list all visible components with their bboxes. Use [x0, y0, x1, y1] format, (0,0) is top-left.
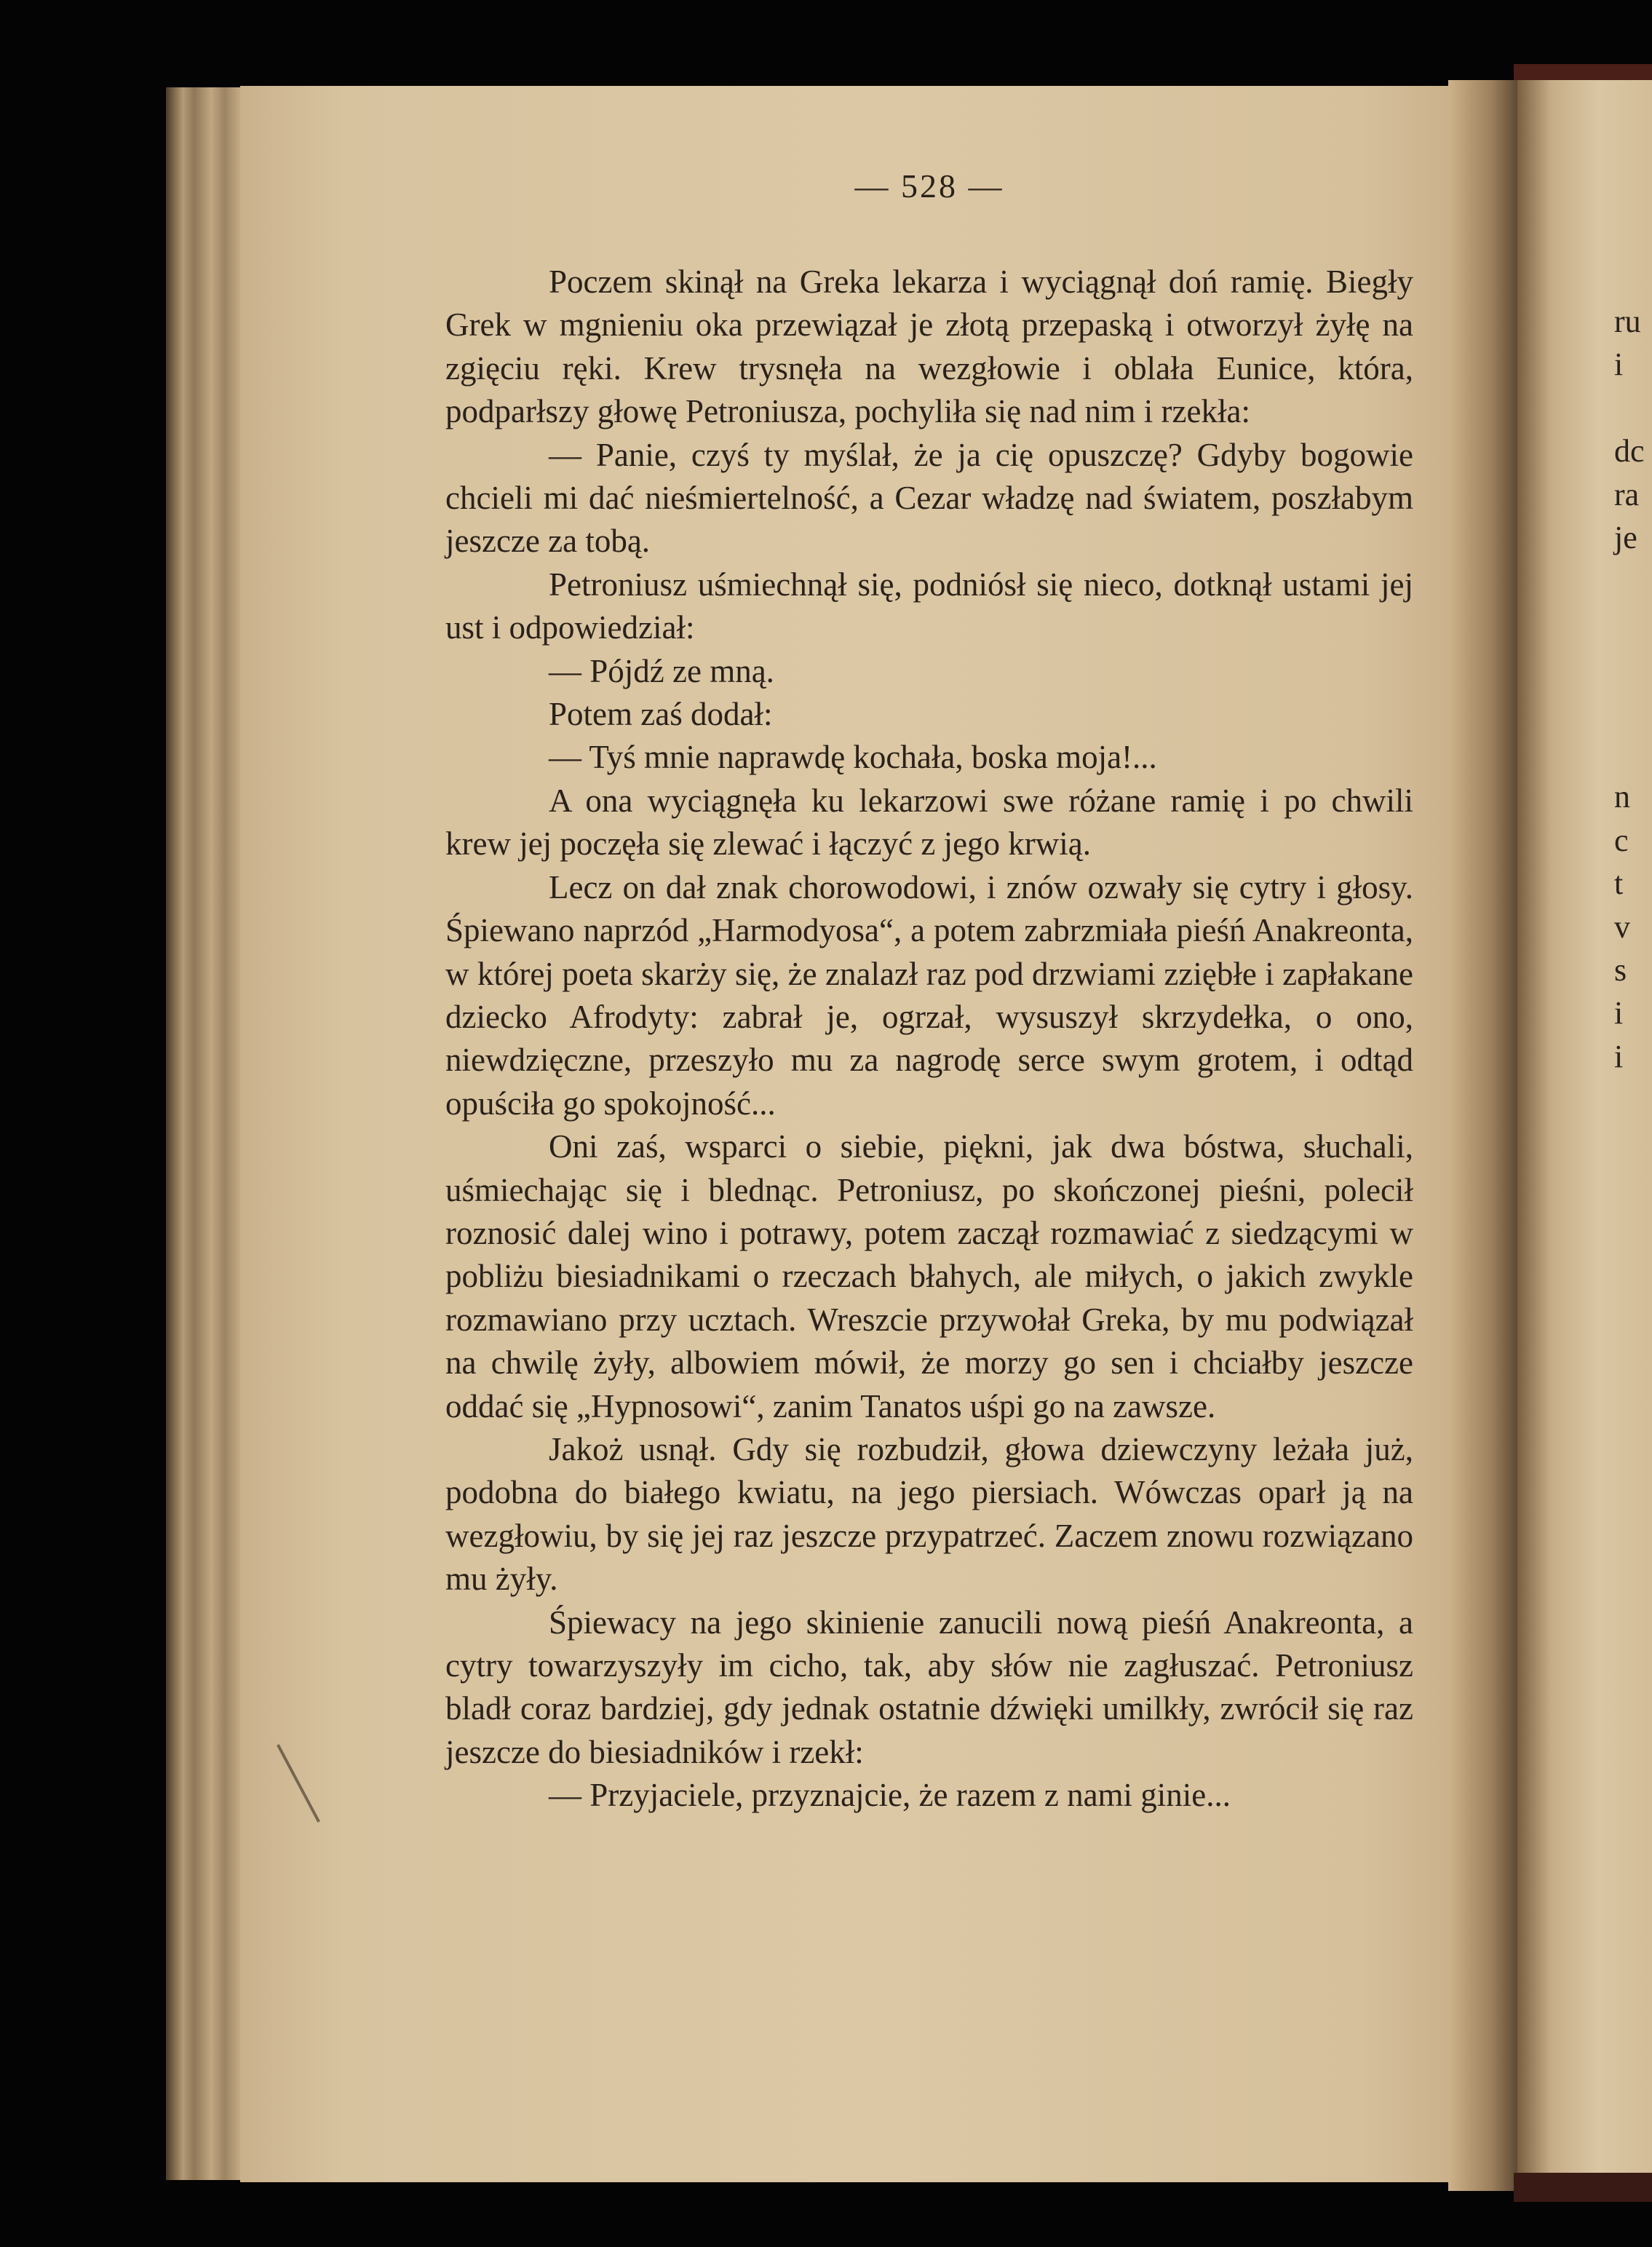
paragraph: Lecz on dał znak chorowodowi, i znów ozwały się cytry i głosy. Śpiewano naprzód „Harmodyosa“, a potem zabrzmiała pieśń Anakreonta, w której poeta skarży się, że znalazł raz pod drzwiami zziębłe i zapłakane dziecko Afrodyty: zabrał je, ogrzał, wysuszył skrzydełka, o ono, niewdzięczne, przeszyło mu za nagrodę serce swym grotem, i odtąd opuściła go spokojność...	[445, 868, 1413, 1122]
facing-page-fragment: i	[1614, 1038, 1624, 1074]
paragraph: Jakoż usnął. Gdy się rozbudził, głowa dziewczyny leżała już, podobna do białego kwiatu, na jego piersiach. Wówczas oparł ją na wezgłowiu, by się jej raz jeszcze przypatrzeć. Zaczem znowu rozwiązano mu żyły.	[445, 1430, 1413, 1598]
paragraph: — Przyjaciele, przyznajcie, że razem z nami ginie...	[549, 1777, 1231, 1814]
paragraph: Poczem skinął na Greka lekarza i wyciągnął doń ramię. Biegły Grek w mgnieniu oka przewiązał je złotą przepaską i otworzył żyłę na zgięciu ręki. Krew trysnęła na wezgłowie i oblała Eunice, która, podparłszy głowę Petroniusza, pochyliła się nad nim i rzekła:	[445, 263, 1413, 430]
facing-page-fragment: c	[1614, 822, 1629, 858]
paragraph: A ona wyciągnęła ku lekarzowi swe różane ramię i po chwili krew jej poczęła się zlewać i łączyć z jego krwią.	[445, 782, 1413, 863]
book-cover-bottom	[1514, 2173, 1652, 2202]
right-page	[1517, 80, 1652, 2191]
facing-page-fragment: dc	[1614, 433, 1645, 469]
facing-page-fragment: je	[1614, 520, 1637, 555]
paragraph: — Panie, czyś ty myślał, że ja cię opuszczę? Gdyby bogowie chcieli mi dać nieśmiertelność, a Cezar władzę nad światem, poszłabym jeszcze za tobą.	[445, 436, 1413, 560]
paragraph: — Tyś mnie naprawdę kochała, boska moja!...	[549, 739, 1157, 776]
page-text	[445, 165, 1413, 1818]
facing-page-fragment: s	[1614, 952, 1627, 988]
facing-page-fragment: n	[1614, 779, 1630, 815]
facing-page-fragment: i	[1614, 346, 1624, 383]
facing-page-fragment: ru	[1614, 304, 1641, 339]
paragraph: Potem zaś dodał:	[549, 696, 773, 733]
facing-page-fragment: ra	[1614, 476, 1640, 512]
facing-page-fragment: t	[1614, 865, 1624, 902]
paragraph: — Pójdź ze mną.	[549, 652, 774, 689]
facing-page-fragment: v	[1614, 908, 1630, 945]
paragraph: Petroniusz uśmiechnął się, podniósł się nieco, dotknął ustami jej ust i odpowiedział:	[445, 566, 1413, 646]
page-number: — 528 —	[854, 167, 1004, 205]
facing-page-fragment: i	[1614, 995, 1624, 1031]
paragraph: Oni zaś, wsparci o siebie, piękni, jak dwa bóstwa, słuchali, uśmiechając się i blednąc. Petroniusz, po skończonej pieśni, polecił roznosić dalej wino i potrawy, potem zaczął rozmawiać z siedzącymi w pobliżu biesiadnikami o rzeczach błahych, ale miłych, o jakich zwykle rozmawiano przy ucztach. Wreszcie przywołał Greka, by mu podwiązał na chwilę żyły, albowiem mówił, że morzy go sen i chciałby jeszcze oddać się „Hypnosowi“, zanim Tanatos uśpi go na zawsze.	[445, 1128, 1413, 1424]
paragraph: Śpiewacy na jego skinienie zanucili nową pieśń Anakreonta, a cytry towarzyszyły im cicho, tak, aby słów nie zagłuszać. Petroniusz bladł coraz bardziej, gdy jednak ostatnie dźwięki umilkły, zwrócił się raz jeszcze do biesiadników i rzekł:	[445, 1604, 1413, 1770]
